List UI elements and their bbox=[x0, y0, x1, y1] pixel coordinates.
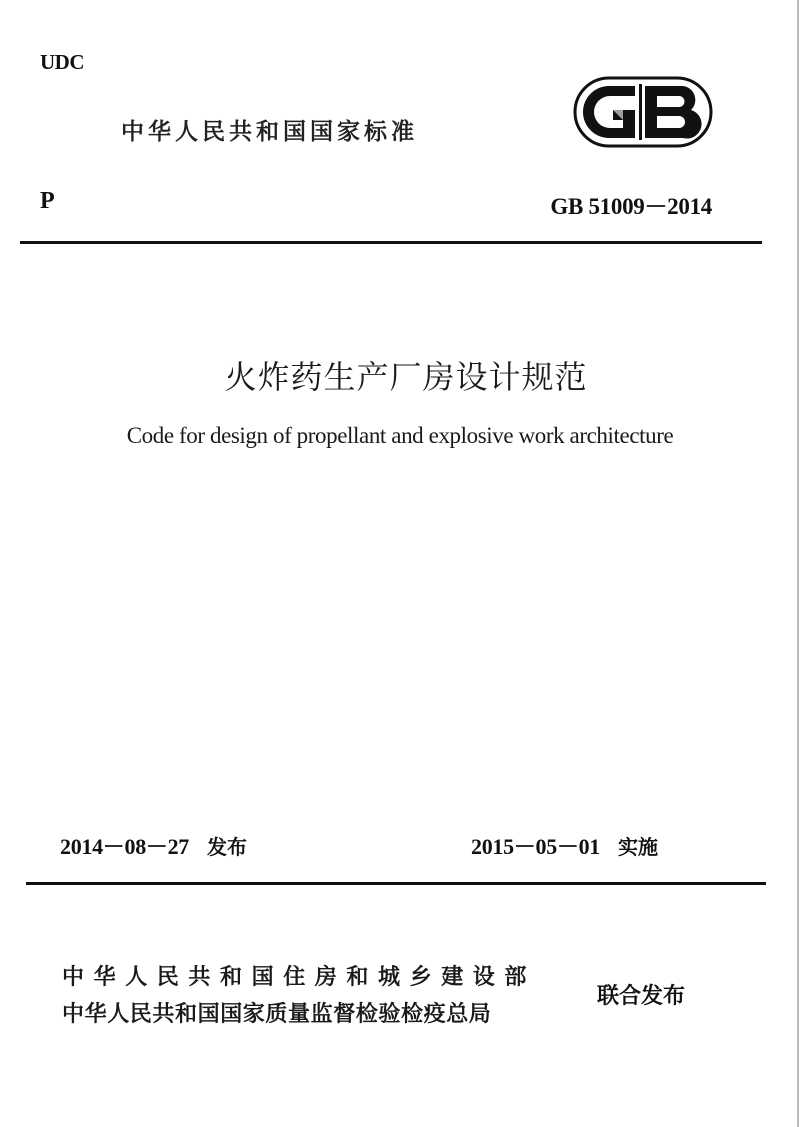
bottom-divider bbox=[26, 882, 766, 885]
title-english: Code for design of propellant and explosive work architecture bbox=[126, 423, 674, 448]
implementation-date-label: 实施 bbox=[618, 835, 659, 859]
joint-issue-label: 联合发布 bbox=[597, 984, 686, 1009]
title-chinese: 火炸药生产厂房设计规范 bbox=[224, 358, 588, 396]
issuer-aqsiq: 中华人民共和国国家质量监督检验检疫总局 bbox=[62, 1002, 492, 1027]
gb-logo-icon bbox=[573, 76, 713, 148]
issue-date-label: 发布 bbox=[207, 835, 248, 859]
implementation-date-value: 2015－05－01 bbox=[471, 834, 601, 859]
standard-number: GB 51009－2014 bbox=[550, 194, 712, 219]
national-standard-label: 中华人民共和国国家标准 bbox=[121, 119, 418, 145]
issue-date bbox=[60, 830, 247, 861]
issue-date-value: 2014－08－27 bbox=[60, 834, 190, 859]
top-divider bbox=[20, 241, 762, 244]
issuer-ministry: 中华人民共和国住房和城乡建设部 bbox=[62, 965, 537, 990]
scan-edge-line bbox=[797, 0, 799, 1127]
udc-label: UDC bbox=[40, 50, 84, 74]
implementation-date bbox=[471, 830, 658, 861]
classification-code: P bbox=[40, 188, 55, 214]
